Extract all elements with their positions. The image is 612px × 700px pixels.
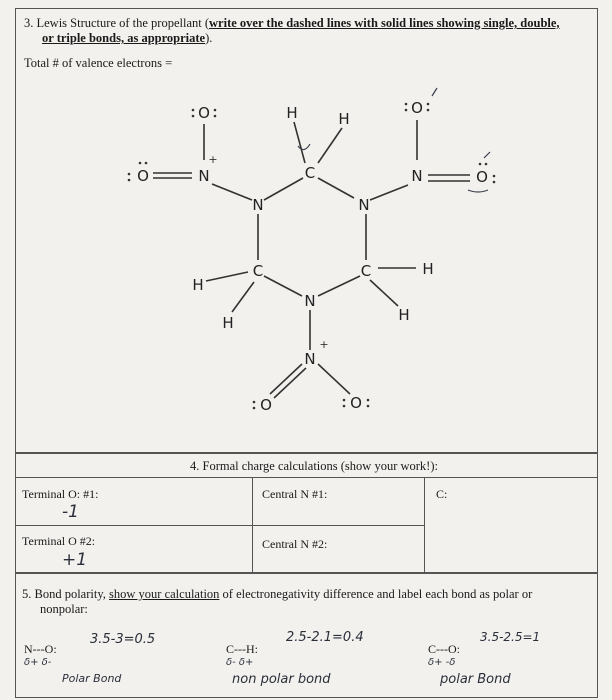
terminal-o2-answer: +1 [62, 550, 88, 570]
atom-o-bottom-right: O [350, 394, 362, 412]
atom-o-right: O [476, 168, 488, 186]
central-n2-label: Central N #2: [262, 537, 328, 551]
c-label: C: [436, 487, 448, 501]
bond-c-h-label: C---H: [226, 642, 258, 656]
atom-h-top-1: H [286, 104, 298, 122]
bond-c-h-verdict: non polar bond [232, 672, 331, 687]
q3-bold-instruction: write over the dashed lines with solid lines showing single, double, [209, 16, 560, 30]
atom-n-ring-right: N [358, 196, 370, 214]
q3-bold-instruction-2: or triple bonds, as appropriate [42, 31, 206, 45]
q4-row-divider-top [15, 477, 598, 478]
atom-n-left: N [198, 167, 210, 185]
atom-o-left: O [137, 167, 149, 185]
atom-n-right: N [411, 167, 423, 185]
bond-c-o-label: C---O: [428, 642, 460, 656]
atom-c-top: C [304, 164, 316, 182]
q4-heading: 4. Formal charge calculations (show your work!): [190, 459, 438, 473]
q5-heading [22, 587, 592, 617]
atom-h-bottom-left: H [222, 314, 234, 332]
atom-n-ring-left: N [252, 196, 264, 214]
atom-o-top-right: O [411, 99, 423, 117]
bond-c-o-partial: δ+ -δ [428, 657, 456, 668]
bond-n-o-calc: 3.5-3=0.5 [90, 632, 156, 647]
atom-o-top-left: O [198, 104, 210, 122]
terminal-o2-label: Terminal O #2: [22, 534, 96, 548]
atom-o-bottom-left: O [260, 396, 272, 414]
central-n1-label: Central N #1: [262, 487, 328, 501]
q3-number: 3. [24, 16, 34, 30]
bond-c-h-partial: δ- δ+ [226, 657, 254, 668]
q5-heading-line2: nonpolar: [40, 602, 88, 616]
q3-suffix: ). [205, 31, 213, 45]
q5-heading-suffix: of electronegativity difference and label each bond as polar or [219, 587, 533, 601]
charge-plus-n-nitro: + [319, 338, 329, 351]
q5-heading-prefix: 5. Bond polarity, [22, 587, 110, 601]
bond-n-o-partial: δ+ δ- [24, 657, 52, 668]
q4-col-divider-2 [424, 477, 425, 573]
valence-electrons-label: Total # of valence electrons = [24, 56, 173, 70]
terminal-o1-label: Terminal O: #1: [22, 487, 99, 501]
atom-n-nitro-bottom: N [304, 350, 316, 368]
bond-c-o-verdict: polar Bond [440, 672, 511, 687]
hand-marks [298, 88, 490, 192]
bond-n-o-verdict: Polar Bond [62, 672, 122, 685]
atom-c-ring-left: C [252, 262, 264, 280]
q5-heading-underlined: show your calculation [109, 587, 220, 601]
atom-c-ring-right: C [360, 262, 372, 280]
terminal-o1-answer: -1 [62, 502, 79, 522]
atom-h-left: H [192, 276, 204, 294]
q3-prefix: Lewis Structure of the propellant ( [36, 16, 210, 30]
bond-c-h-calc: 2.5-2.1=0.4 [286, 630, 364, 645]
bond-n-o-label: N---O: [24, 642, 57, 656]
bond-c-o-calc: 3.5-2.5=1 [480, 630, 541, 644]
q4-row-divider-mid [15, 525, 424, 526]
atom-h-bottom-right: H [398, 306, 410, 324]
atom-n-ring-bottom: N [304, 292, 316, 310]
atom-h-top-2: H [338, 110, 350, 128]
atom-h-ring-right: H [422, 260, 434, 278]
charge-plus-n-left: + [208, 153, 218, 166]
